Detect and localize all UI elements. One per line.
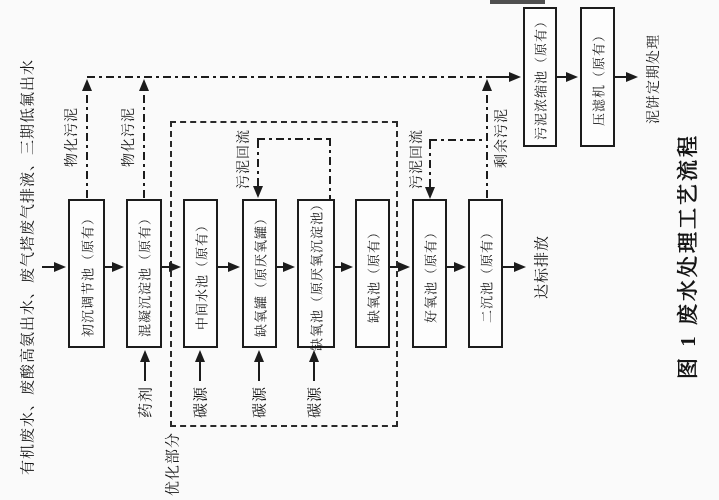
arrowhead-down-icon [425, 187, 435, 199]
process-box-5-label: 缺氧池（原厌氧沉淀池） [309, 196, 325, 351]
arrowhead-right-icon [169, 262, 181, 272]
arrowhead-right-icon [626, 72, 638, 82]
arrowhead-right-icon [341, 262, 353, 272]
carbon-line [313, 361, 315, 381]
process-box-2 [126, 199, 162, 348]
process-box-8-label: 二沉池（原有） [479, 224, 494, 323]
arrowhead-right-icon [112, 262, 124, 272]
process-box-4 [242, 199, 277, 348]
arrowhead-up-icon [140, 350, 150, 362]
sludge-box-thickener [523, 7, 557, 147]
arrowhead-up-icon [254, 350, 264, 362]
process-box-6 [355, 199, 390, 348]
process-box-7 [412, 199, 447, 348]
sludge-return-a-drop [257, 140, 259, 187]
arrowhead-right-icon [454, 262, 466, 272]
arrowhead-up-icon [482, 79, 492, 91]
wastewater-process-flow-diagram: 初沉调节池（原有） 混凝沉淀池（原有） 中间水池（原有） 缺氧罐（原厌氧罐） 缺氧池（原厌氧沉淀池） 缺氧池（原有） 好氧池（原有） 二沉池（原有） 污泥浓缩池（原有） 压滤机（原有） 有机废水、废酸高氨出水、废气塔废气排液、三期低氟出水 物化污泥 物化污泥 污泥回流 污泥回流 剩余污泥 药剂 碳源 碳源 碳源 优化部分 达标排放 泥饼定期处理 图 1 废水处理工艺流程 [0, 0, 719, 500]
process-box-3 [183, 199, 218, 348]
process-box-5 [297, 196, 335, 351]
arrowhead-right-icon [566, 72, 578, 82]
process-box-2-label: 混凝沉淀池（原有） [137, 210, 153, 337]
arrowhead-up-icon [139, 79, 149, 91]
arrowhead-right-icon [54, 262, 66, 272]
arrowhead-up-icon [309, 350, 319, 362]
sludge-return-a-run [257, 138, 331, 140]
sludge-header-line [87, 76, 487, 78]
wuhua-sludge-riser-1 [86, 95, 88, 199]
arrowhead-right-icon [514, 262, 526, 272]
process-box-1 [68, 199, 105, 348]
sludge-box-filter-press [580, 7, 615, 147]
flow-line [487, 76, 510, 78]
process-box-1-label: 初沉调节池（原有） [80, 210, 95, 337]
arrowhead-up-icon [82, 79, 92, 91]
arrowhead-right-icon [398, 262, 410, 272]
process-box-4-label: 缺氧罐（原厌氧罐） [253, 210, 268, 337]
arrowhead-right-icon [509, 72, 521, 82]
process-box-8 [468, 199, 503, 348]
sludge-box-filter-press-label: 压滤机（原有） [591, 27, 606, 127]
sludge-return-b-drop [429, 141, 431, 187]
carbon-line [199, 361, 201, 381]
influent-text: 有机废水、废酸高氨出水、废气塔废气排液、三期低氟出水 [20, 58, 37, 476]
scan-artifact [490, 0, 545, 4]
arrowhead-down-icon [253, 186, 263, 198]
sludge-box-thickener-label: 污泥浓缩池（原有） [533, 13, 549, 141]
arrowhead-up-icon [195, 350, 205, 362]
sludge-return-b-run [429, 139, 487, 141]
process-box-7-label: 好氧池（原有） [423, 224, 438, 323]
excess-sludge-riser [486, 95, 488, 199]
process-box-6-label: 缺氧池（原有） [366, 224, 381, 323]
sludge-return-a-riser [329, 138, 331, 199]
arrowhead-right-icon [228, 262, 240, 272]
process-box-3-label: 中间水池（原有） [194, 217, 209, 330]
carbon-line [258, 361, 260, 381]
wuhua-sludge-riser-2 [143, 95, 145, 199]
dosing-line [144, 361, 146, 381]
arrowhead-right-icon [283, 262, 295, 272]
